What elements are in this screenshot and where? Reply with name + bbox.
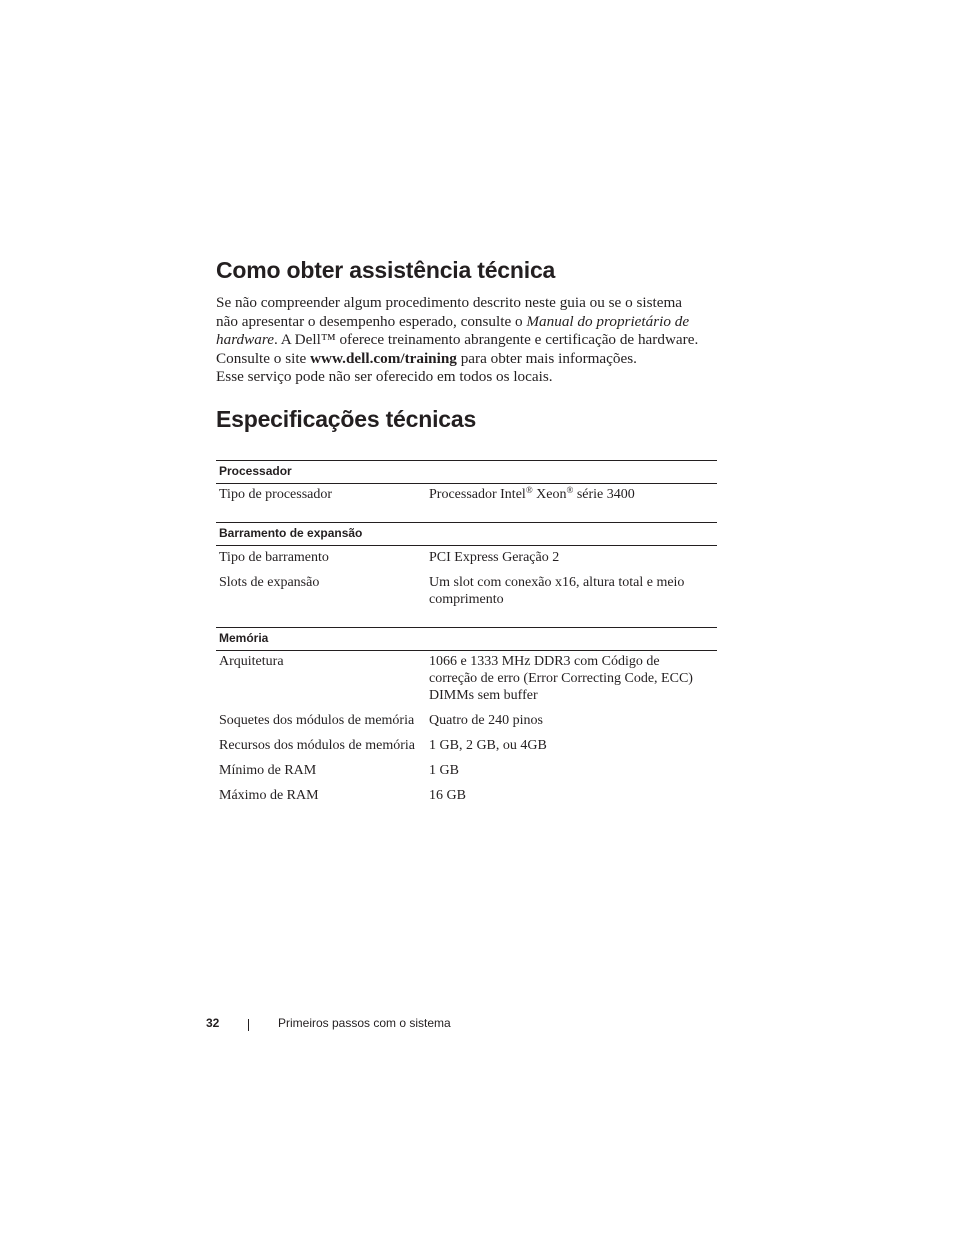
spec-value	[429, 712, 717, 729]
spec-label: Arquitetura	[219, 654, 284, 669]
assistance-paragraph	[216, 294, 726, 387]
registered-mark: ®	[566, 485, 574, 495]
spec-value	[429, 574, 717, 608]
spec-value-text: 1 GB	[429, 763, 459, 778]
spec-value-text: 1 GB, 2 GB, ou 4GB	[429, 738, 547, 753]
spec-section-header-memory	[216, 627, 717, 651]
paragraph-line	[216, 368, 726, 387]
spec-value	[429, 549, 717, 566]
spec-label: Mínimo de RAM	[219, 763, 317, 778]
training-url: www.dell.com/training	[310, 349, 457, 367]
spec-value-text: comprimento	[429, 592, 504, 607]
heading-technical-assistance: Como obter assistência técnica	[216, 257, 556, 283]
manual-title-italic: hardware	[216, 331, 274, 348]
footer-title: Primeiros passos com o sistema	[278, 1016, 451, 1030]
spec-value-text: Quatro de 240 pinos	[429, 713, 543, 728]
paragraph-text: para obter mais informações.	[456, 349, 637, 367]
spec-section-title: Processador	[219, 464, 292, 478]
spec-value-text: Um slot com conexão x16, altura total e meio	[429, 575, 685, 590]
heading-technical-specifications: Especificações técnicas	[216, 406, 477, 432]
spec-section-title: Memória	[219, 631, 269, 645]
spec-section-header-expansion-bus	[216, 522, 717, 546]
spec-value-text: Xeon	[532, 487, 567, 502]
spec-value-text: 1066 e 1333 MHz DDR3 com Código de	[429, 654, 660, 669]
paragraph-text: Esse serviço pode não ser oferecido em todos os locais.	[216, 368, 553, 385]
spec-value-text: correção de erro (Error Correcting Code, ECC)	[429, 671, 693, 686]
paragraph-line	[216, 313, 726, 332]
registered-mark: ®	[525, 485, 533, 495]
spec-label: Tipo de processador	[219, 487, 333, 502]
spec-label: Máximo de RAM	[219, 788, 319, 803]
spec-value	[429, 737, 717, 754]
spec-value-text: PCI Express Geração 2	[429, 550, 560, 565]
spec-value-text: série 3400	[573, 487, 635, 502]
paragraph-line	[216, 350, 726, 369]
spec-label: Tipo de barramento	[219, 550, 329, 565]
paragraph-text: . A Dell™ oferece treinamento abrangente e certificação de hardware.	[273, 331, 699, 348]
footer-separator	[248, 1019, 249, 1031]
paragraph-line	[216, 294, 726, 313]
paragraph-text: Se não compreender algum procedimento descrito neste guia ou se o sistema	[216, 294, 683, 311]
paragraph-text: Consulte o site	[216, 349, 311, 367]
manual-title-italic: Manual do proprietário de	[526, 312, 690, 330]
spec-value-text: Processador Intel	[429, 487, 526, 502]
spec-label: Recursos dos módulos de memória	[219, 738, 415, 753]
paragraph-text: não apresentar o desempenho esperado, consulte o	[216, 312, 527, 330]
spec-value	[429, 787, 717, 804]
spec-section-header-processor	[216, 460, 717, 484]
spec-label: Slots de expansão	[219, 575, 320, 590]
spec-value	[429, 653, 717, 704]
spec-label: Soquetes dos módulos de memória	[219, 713, 415, 728]
spec-value-text: DIMMs sem buffer	[429, 688, 538, 703]
spec-value	[429, 486, 717, 503]
page-number: 32	[206, 1016, 220, 1030]
spec-value-text: 16 GB	[429, 788, 466, 803]
paragraph-line	[216, 331, 726, 350]
spec-value	[429, 762, 717, 779]
spec-section-title: Barramento de expansão	[219, 526, 363, 540]
